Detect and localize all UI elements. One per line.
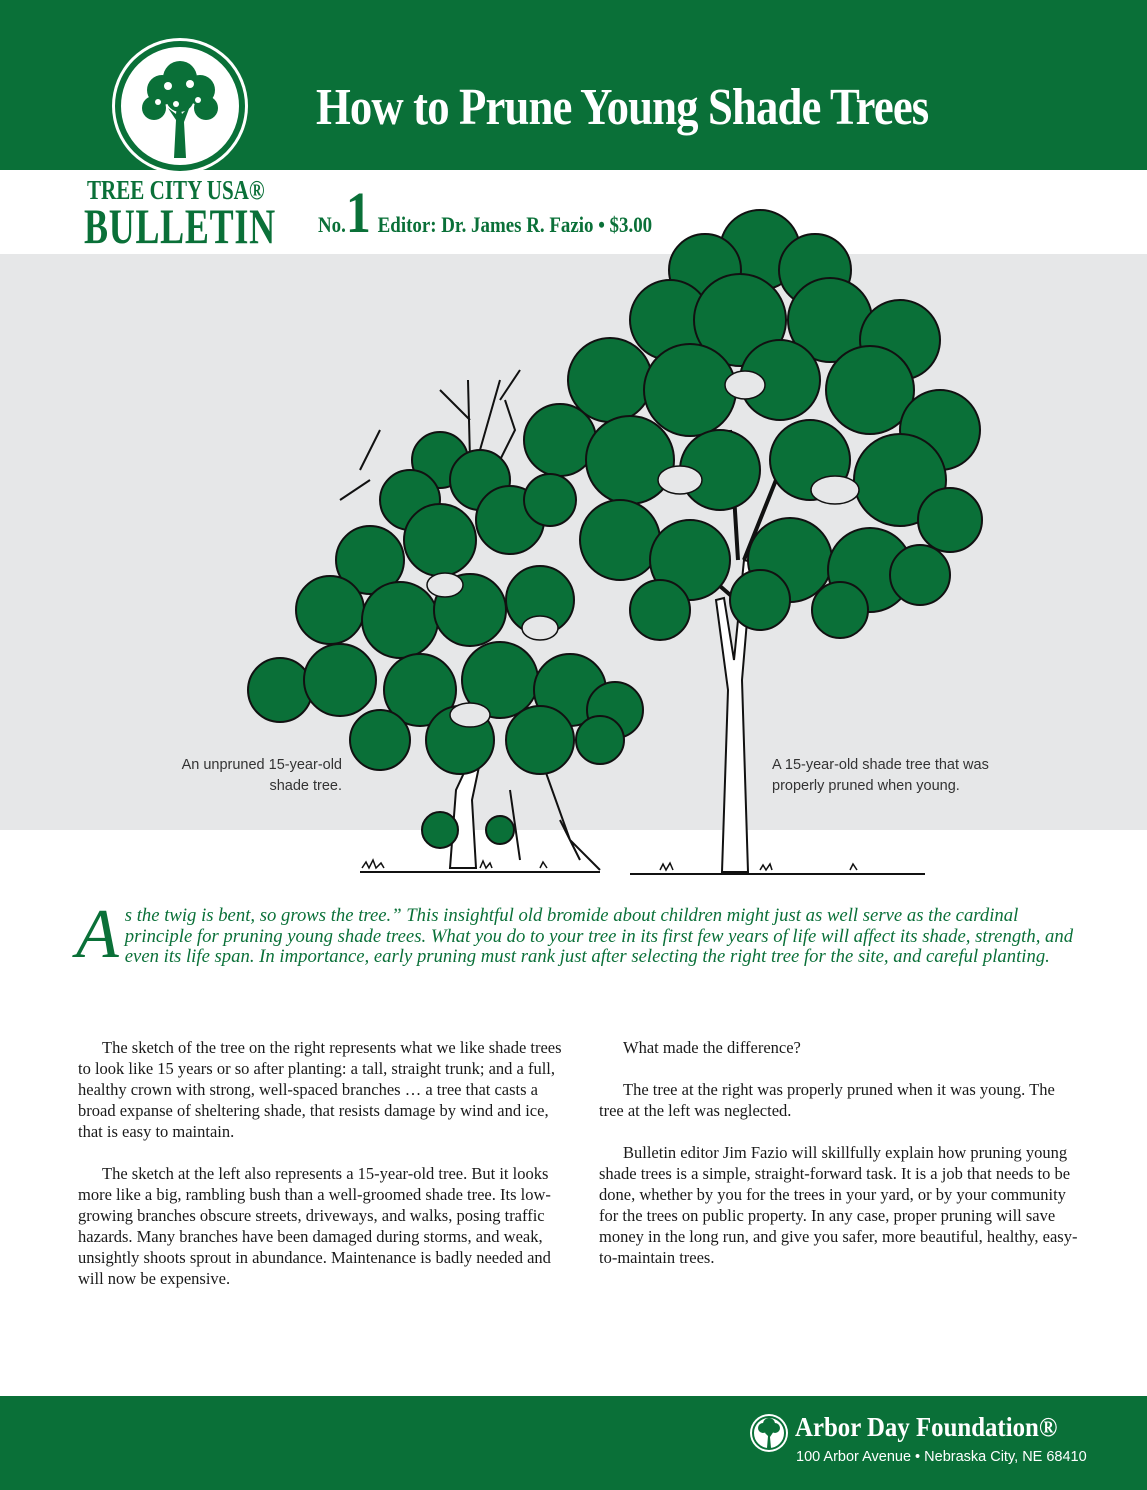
tree-logo-icon xyxy=(112,38,248,174)
intro-text: s the twig is bent, so grows the tree.” This insightful old bromide about children might just as well serve as the cardinal principle for pruning young shade trees. What you do to your tree in its first few years of life will affect its shade, strength, and even its life span. In importance, early pruning must rank just after selecting the right tree for the site, and careful planting. xyxy=(124,905,1074,968)
body-column-right xyxy=(599,1037,1079,1289)
caption-pruned-tree: A 15-year-old shade tree that was properly pruned when young. xyxy=(772,757,989,794)
footer-organization: Arbor Day Foundation® xyxy=(795,1412,1058,1442)
page-title: How to Prune Young Shade Trees xyxy=(316,79,929,136)
editor-price: Editor: Dr. James R. Fazio • $3.00 xyxy=(377,212,653,237)
footer-band xyxy=(0,1396,1147,1490)
caption-unpruned-tree: An unpruned 15-year-old shade tree. xyxy=(181,757,342,794)
issue-number: 1 xyxy=(345,180,371,245)
arbor-day-logo-icon xyxy=(748,1412,790,1454)
body-paragraph: The sketch at the left also represents a 15-year-old tree. But it looks more like a big, rambling bush than a well-groomed shade tree. Its low-growing branches obscure streets, driveways, and walks, posing traffic hazards. Many branches have been damaged during storms, and weak, unsightly shoots sprout in abundance. Maintenance is badly needed and will now be expensive. xyxy=(78,1164,551,1288)
body-paragraph: What made the difference? xyxy=(623,1038,801,1057)
body-paragraph: The tree at the right was properly pruned when it was young. The tree at the left was neglected. xyxy=(599,1080,1055,1120)
intro-paragraph xyxy=(76,896,1078,973)
footer-address: 100 Arbor Avenue • Nebraska City, NE 68410 xyxy=(796,1449,1087,1465)
body-paragraph: The sketch of the tree on the right represents what we like shade trees to look like 15 years or so after planting: a tall, straight trunk; and a full, healthy crown with strong, well-spaced branches … a tree that casts a broad expanse of sheltering shade, that resists damage by wind and ice, that is easy to maintain. xyxy=(78,1038,562,1141)
body-paragraph: Bulletin editor Jim Fazio will skillfully explain how pruning young shade trees is a simple, straight-forward task. It is a job that needs to be done, whether by you for the trees in your yard, or by your community for the trees on public property. In any case, proper pruning will save money in the long run, and give you safer, more beautiful, healthy, easy-to-maintain trees. xyxy=(599,1143,1078,1267)
issue-number-label: No. xyxy=(318,212,346,237)
drop-cap: A xyxy=(76,896,119,973)
brand-subtitle: BULLETIN xyxy=(84,198,276,254)
body-column-left xyxy=(78,1037,564,1310)
brand-name: TREE CITY USA® xyxy=(87,175,265,205)
